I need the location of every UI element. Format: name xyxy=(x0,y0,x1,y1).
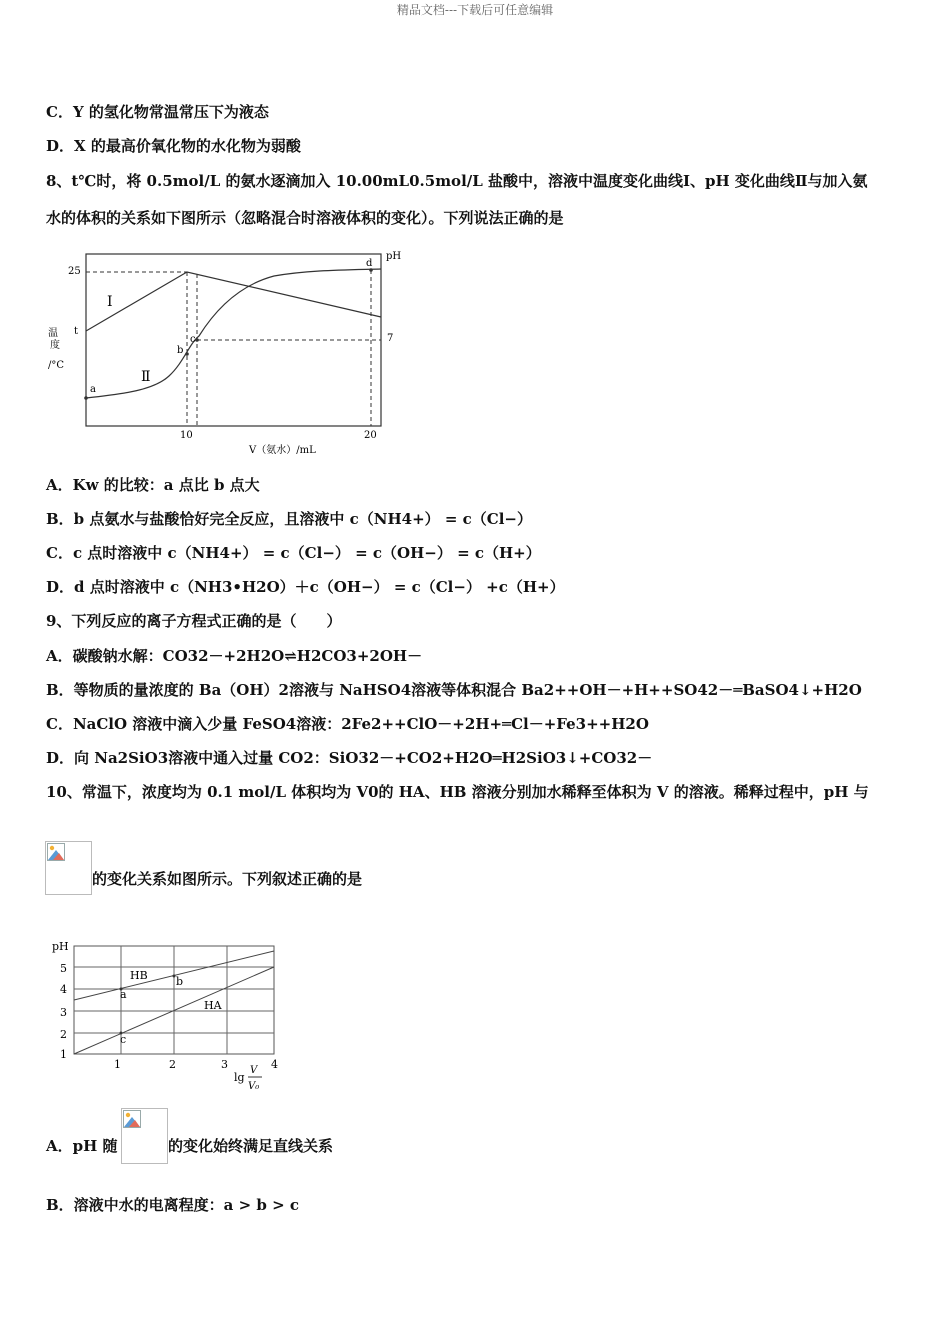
q10-y-tick-2: 2 xyxy=(60,1028,67,1041)
q10-x-tick-1: 1 xyxy=(114,1058,121,1071)
q10-x-tick-4: 4 xyxy=(271,1058,278,1071)
q8-y-axis-label: 度 xyxy=(50,340,60,351)
q8-point-a xyxy=(84,396,88,400)
q10-x-axis-label: V xyxy=(250,1065,258,1076)
q10-y-tick-5: 5 xyxy=(60,962,67,975)
q8-x-tick-20: 20 xyxy=(364,430,377,441)
q8-option-c: C．c 点时溶液中 c（NH4+） = c（Cl−） = c（OH−） = c（H+） xyxy=(46,544,541,562)
q8-option-a: A．Kw 的比较：a 点比 b 点大 xyxy=(46,476,260,494)
q9-option-b: B．等物质的量浓度的 Ba（OH）2溶液与 NaHSO4溶液等体积混合 Ba2++OH－+H++SO42－═BaSO4↓+H2O xyxy=(46,681,862,699)
q10-option-a-pre: A．pH 随 xyxy=(46,1137,118,1155)
question-8-text: 8、t℃时，将 0.5mol/L 的氨水逐滴加入 10.00mL0.5mol/L 盐酸中，溶液中温度变化曲线Ⅰ、pH 变化曲线Ⅱ与加入氨 xyxy=(46,172,868,190)
option-d-prev: D．X 的最高价氧化物的水化物为弱酸 xyxy=(46,137,301,155)
question-9-text: 9、下列反应的离子方程式正确的是（ ） xyxy=(46,612,342,630)
q9-option-c: C．NaClO 溶液中滴入少量 FeSO4溶液：2Fe2++ClO－+2H+═Cl－+Fe3++H2O xyxy=(46,715,649,733)
q10-x-axis-label: lg xyxy=(234,1071,245,1084)
image-icon xyxy=(47,843,65,861)
q8-point-b xyxy=(185,352,189,356)
q10-series-label-HB: HB xyxy=(130,969,148,982)
broken-image-icon xyxy=(45,841,92,895)
q10-option-a-post: 的变化始终满足直线关系 xyxy=(168,1137,334,1155)
q10-x-tick-2: 2 xyxy=(169,1058,176,1071)
q10-point-label-b: b xyxy=(176,975,184,988)
q8-series-label-II: Ⅱ xyxy=(141,369,151,385)
q10-option-b: B．溶液中水的电离程度：a > b > c xyxy=(46,1196,300,1214)
q10-point-label-a: a xyxy=(120,988,127,1001)
q8-chart xyxy=(44,244,414,460)
q8-option-b: B．b 点氨水与盐酸恰好完全反应，且溶液中 c（NH4+） = c（Cl−） xyxy=(46,510,532,528)
q8-option-d: D．d 点时溶液中 c（NH3•H2O）＋c（OH−） = c（Cl−） +c（H+） xyxy=(46,578,565,596)
q8-right-tick-7: 7 xyxy=(387,333,394,344)
question-10-text-cont: 的变化关系如图所示。下列叙述正确的是 xyxy=(92,870,363,888)
q10-series-label-HA: HA xyxy=(204,999,222,1012)
q8-point-c xyxy=(195,338,199,342)
q10-x-axis-label: V₀ xyxy=(248,1081,260,1092)
question-8-text-cont: 水的体积的关系如下图所示（忽略混合时溶液体积的变化）。下列说法正确的是 xyxy=(46,209,564,227)
q8-x-tick-10: 10 xyxy=(180,430,193,441)
q8-right-axis-label: pH xyxy=(386,251,402,262)
q8-point-label-b: b xyxy=(177,345,184,356)
q10-y-axis-label: pH xyxy=(52,940,69,953)
q9-option-a: A．碳酸钠水解：CO32－+2H2O⇌H2CO3+2OH－ xyxy=(46,647,423,665)
q10-point-label-c: c xyxy=(120,1033,127,1046)
q10-x-tick-3: 3 xyxy=(221,1058,228,1071)
q8-series-I xyxy=(86,272,381,331)
q8-series-label-I: Ⅰ xyxy=(107,294,113,310)
q10-chart xyxy=(44,936,284,1096)
q8-x-axis-label: V（氨水）/mL xyxy=(249,445,316,456)
q10-y-tick-3: 3 xyxy=(60,1006,67,1019)
q8-point-label-a: a xyxy=(90,384,96,395)
q8-left-tick-t: t xyxy=(74,326,79,337)
q8-point-label-c: c xyxy=(190,334,196,345)
q9-option-d: D．向 Na2SiO3溶液中通入过量 CO2：SiO32－+CO2+H2O═H2SiO3↓+CO32－ xyxy=(46,749,653,767)
q10-y-tick-1: 1 xyxy=(60,1048,67,1061)
q8-y-axis-label: 温 xyxy=(48,328,58,339)
image-icon xyxy=(123,1110,141,1128)
question-10-text: 10、常温下，浓度均为 0.1 mol/L 体积均为 V0的 HA、HB 溶液分别加水稀释至体积为 V 的溶液。稀释过程中，pH 与 xyxy=(46,783,869,801)
page-header: 精品文档---下载后可任意编辑 xyxy=(396,3,554,17)
broken-image-icon xyxy=(121,1108,168,1164)
option-c-prev: C．Y 的氢化物常温常压下为液态 xyxy=(46,103,269,121)
q10-y-tick-4: 4 xyxy=(60,983,67,996)
q8-y-axis-label: /°C xyxy=(48,360,65,371)
q8-point-label-d: d xyxy=(366,258,373,269)
q8-left-tick-25: 25 xyxy=(68,266,81,277)
q8-series-II xyxy=(86,269,381,398)
